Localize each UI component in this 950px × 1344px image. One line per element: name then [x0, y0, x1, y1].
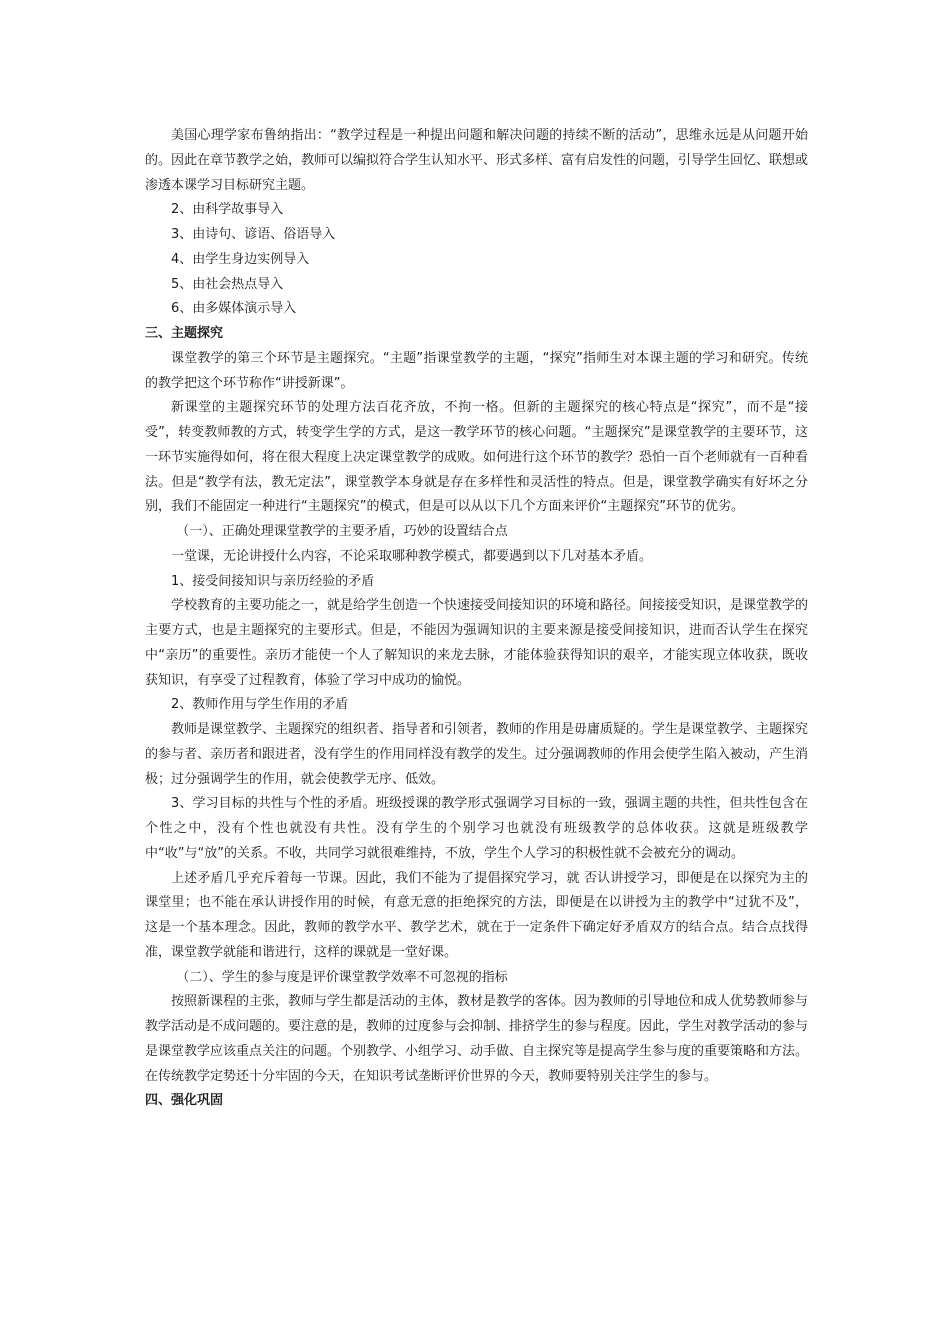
paragraph: 按照新课程的主张，教师与学生都是活动的主体，教材是教学的客体。因为教师的引导地位和成人优势教师参与教学活动是不成问题的。要注意的是，教师的过度参与会抑制、排挤学生的参与程度。因此，学生对教学活动的参与是课堂教学应该重点关注的问题。个别教学、小组学习、动手做、自主探究等是提高学生参与度的重要策略和方法。在传统教学定势还十分牢固的今天，在知识考试垄断评价世界的今天，教师要特别关注学生的参与。	[145, 994, 809, 1084]
document-page	[145, 124, 808, 1114]
section-heading: 三、主题探究	[145, 326, 224, 341]
paragraph: 3、学习目标的共性与个性的矛盾。班级授课的教学形式强调学习目标的一致，强调主题的共性，但共性包含在个性之中，没有个性也就没有共性。没有学生的个别学习也就没有班级教学的总体收获。这就是班级教学中“收”与“放”的关系。不收，共同学习就很难维持，不放，学生个人学习的积极性就不会被充分的调动。	[145, 796, 808, 861]
list-item: 3、由诗句、谚语、俗语导入	[171, 227, 336, 242]
list-item: 1、接受间接知识与亲历经验的矛盾	[171, 573, 375, 589]
list-item: 5、由社会热点导入	[171, 276, 284, 292]
section-heading: 四、强化巩固	[145, 1093, 224, 1109]
paragraph: 美国心理学家布鲁纳指出：“教学过程是一种提出问题和解决问题的持续不断的活动”，思维永远是从问题开始的。因此在章节教学之始，教师可以编拟符合学生认知水平、形式多样、富有启发性的问题，引导学生回忆、联想或渗透本课学习目标研究主题。	[145, 128, 809, 193]
paragraph: 新课堂的主题探究环节的处理方法百花齐放，不拘一格。但新的主题探究的核心特点是“探究”，而不是“接受”，转变教师教的方式，转变学生学的方式，是这一教学环节的核心问题。“主题探究”是课堂教学的主要环节，这一环节实施得如何，将在很大程度上决定课堂教学的成败。如何进行这个环节的教学？恐怕一百个老师就有一百种看法。但是“教学有法，教无定法”，课堂教学本身就是存在多样性和灵活性的特点。但是，课堂教学确实有好坏之分别，我们不能固定一种进行“主题探究”的模式，但是可以从以下几个方面来评价“主题探究”环节的优劣。	[145, 400, 809, 515]
paragraph: 上述矛盾几乎充斥着每一节课。因此，我们不能为了提倡探究学习，就 否认讲授学习，即便是在以探究为主的课堂里；也不能在承认讲授作用的时候，有意无意的拒绝探究的方法，即便是在以讲授为主的教学中“过犹不及”，这是一个基本理念。因此，教师的教学水平、教学艺术，就在于一定条件下确定好矛盾双方的结合点。结合点找得准，课堂教学就能和谐进行，这样的课就是一堂好课。	[145, 870, 808, 960]
paragraph: 教师是课堂教学、主题探究的组织者、指导者和引领者，教师的作用是毋庸质疑的。学生是课堂教学、主题探究的参与者、亲历者和跟进者，没有学生的作用同样没有教学的发生。过分强调教师的作用会使学生陷入被动，产生消极；过分强调学生的作用，就会使教学无序、低效。	[145, 722, 809, 787]
list-item: 2、教师作用与学生作用的矛盾	[171, 697, 349, 713]
list-item: 2、由科学故事导入	[171, 202, 284, 218]
list-item: 6、由多媒体演示导入	[171, 301, 297, 317]
paragraph: 一堂课，无论讲授什么内容，不论采取哪种教学模式，都要遇到以下几对基本矛盾。	[171, 548, 653, 564]
list-item: 4、由学生身边实例导入	[171, 251, 310, 267]
paragraph: 课堂教学的第三个环节是主题探究。“主题”指课堂教学的主题，“探究”指师生对本课主题的学习和研究。传统的教学把这个环节称作“讲授新课”。	[145, 350, 808, 391]
subsection-heading: （二）、学生的参与度是评价课堂教学效率不可忽视的指标	[176, 969, 508, 985]
paragraph: 学校教育的主要功能之一，就是给学生创造一个快速接受间接知识的环境和路径。间接接受知识，是课堂教学的主要方式，也是主题探究的主要形式。但是，不能因为强调知识的主要来源是接受间接知识，进而否认学生在探究中“亲历”的重要性。亲历才能使一个人了解知识的来龙去脉，才能体验获得知识的艰辛，才能实现立体收获，既收获知识，有享受了过程教育，体验了学习中成功的愉悦。	[145, 598, 809, 688]
subsection-heading: （一）、正确处理课堂教学的主要矛盾，巧妙的设置结合点	[176, 524, 508, 539]
